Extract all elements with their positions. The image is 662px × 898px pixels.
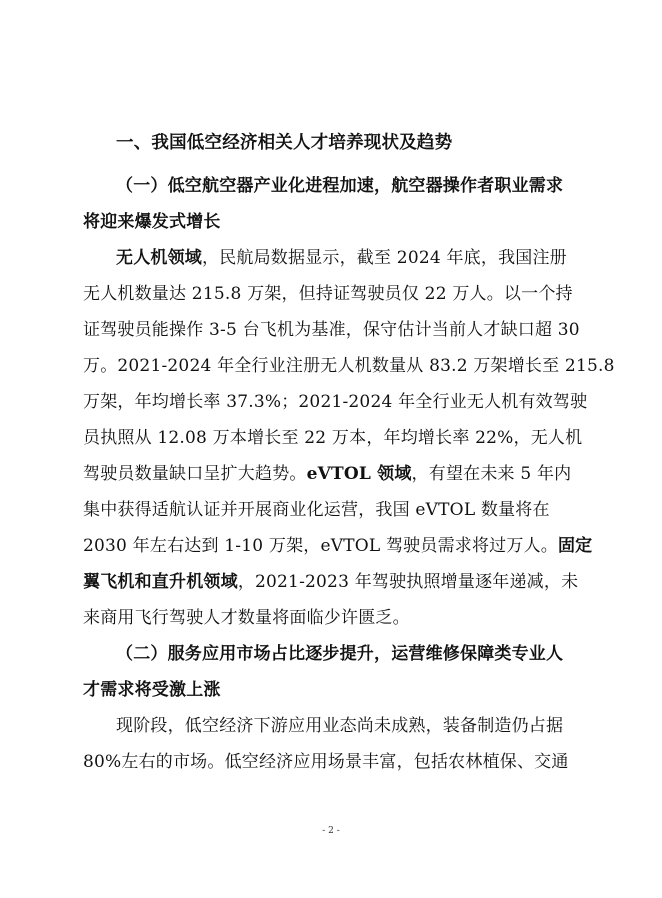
paragraph-1-line-7-text: 驾驶员数量缺口呈扩大趋势。 [83, 464, 307, 484]
term-drone: 无人机领域 [116, 248, 202, 268]
term-fixed-wing-helicopter: 翼飞机和直升机领域 [83, 572, 238, 592]
subsection-2-title-line-1: （二）服务应用市场占比逐步提升，运营维修保障类专业人 [116, 644, 564, 664]
paragraph-1-line-3: 证驾驶员能操作 3-5 台飞机为基准，保守估计当前人才缺口超 30 [83, 320, 580, 340]
paragraph-2-line-1: 现阶段，低空经济下游应用业态尚未成熟，装备制造仍占据 [116, 716, 564, 736]
subsection-1-title-line-2: 将迎来爆发式增长 [83, 212, 221, 232]
paragraph-1-line-6: 员执照从 12.08 万本增长至 22 万本，年均增长率 22%，无人机 [83, 428, 583, 448]
paragraph-2-line-2: 80%左右的市场。低空经济应用场景丰富，包括农林植保、交通 [83, 752, 569, 772]
paragraph-1-line-5: 万架，年均增长率 37.3%；2021-2024 年全行业无人机有效驾驶 [83, 392, 588, 412]
paragraph-1-line-1 [116, 247, 567, 269]
term-fixed-wing-start: 固定 [557, 536, 593, 556]
paragraph-1-line-9 [83, 535, 592, 557]
term-evtol: eVTOL 领域 [306, 464, 412, 484]
paragraph-1-line-8: 集中获得适航认证并开展商业化运营，我国 eVTOL 数量将在 [83, 500, 550, 520]
subsection-1-title-line-1: （一）低空航空器产业化进程加速，航空器操作者职业需求 [116, 176, 564, 196]
paragraph-1-line-7-tail: ，有望在未来 5 年内 [411, 464, 572, 484]
paragraph-1-line-1-text: ，民航局数据显示，截至 2024 年底，我国注册 [202, 248, 567, 268]
section-title: 一、我国低空经济相关人才培养现状及趋势 [116, 133, 453, 153]
paragraph-1-line-4: 万。2021-2024 年全行业注册无人机数量从 83.2 万架增长至 215.8 [83, 356, 615, 376]
paragraph-1-line-10 [83, 571, 578, 593]
paragraph-1-line-11: 来商用飞行驾驶人才数量将面临少许匮乏。 [83, 608, 410, 628]
page-number: - 2 - [322, 826, 340, 836]
paragraph-1-line-9-text: 2030 年左右达到 1-10 万架，eVTOL 驾驶员需求将过万人。 [83, 536, 558, 556]
paragraph-1-line-7 [83, 463, 571, 485]
paragraph-1-line-2: 无人机数量达 215.8 万架，但持证驾驶员仅 22 万人。以一个持 [83, 284, 573, 304]
paragraph-1-line-10-text: ，2021-2023 年驾驶执照增量逐年递减，未 [237, 572, 579, 592]
subsection-2-title-line-2: 才需求将受激上涨 [83, 680, 221, 700]
